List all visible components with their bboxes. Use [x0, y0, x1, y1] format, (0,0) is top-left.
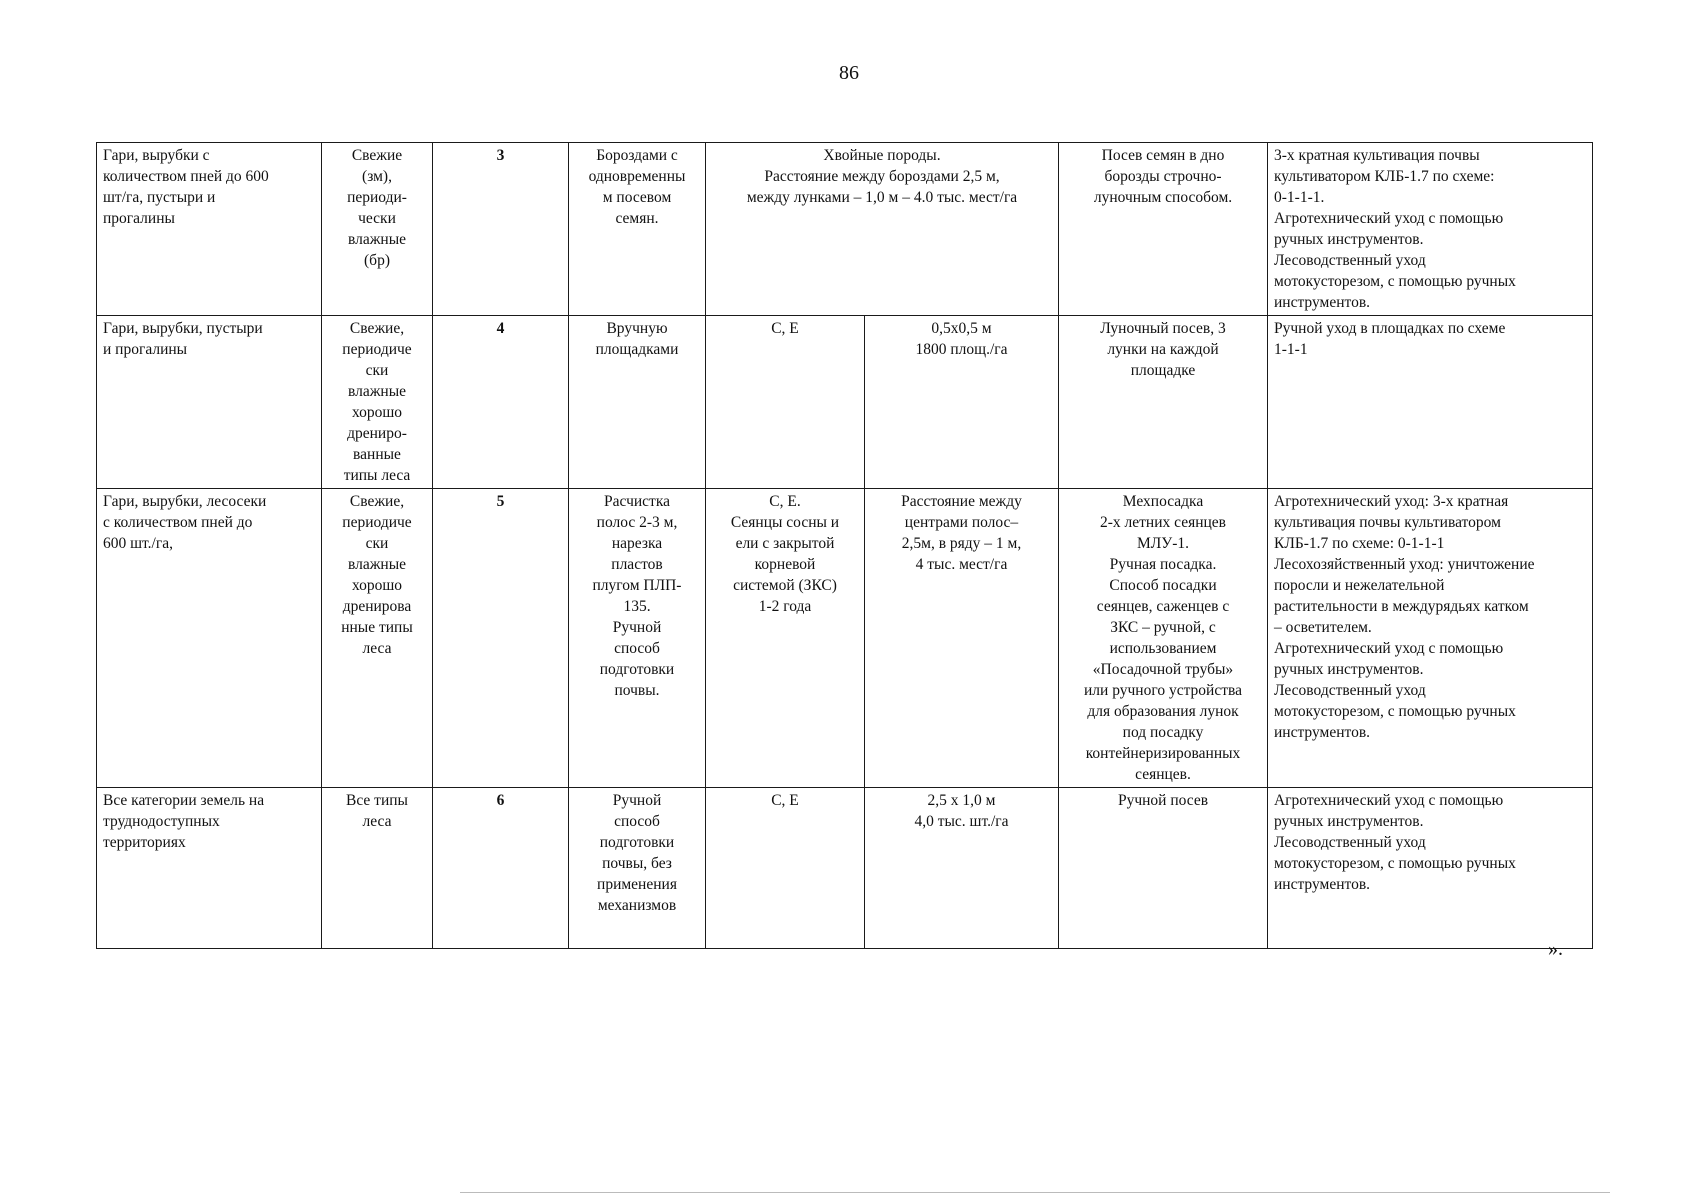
method-number-cell: 6 — [433, 788, 569, 949]
page-number: 86 — [839, 62, 859, 84]
forest-type-cell: Свежие, периодиче ски влажные хорошо дренирова нные типы леса — [322, 489, 433, 788]
soil-preparation-cell: Вручную площадками — [569, 316, 706, 489]
sowing-method-cell: Луночный посев, 3 лунки на каждой площадке — [1059, 316, 1268, 489]
method-number-cell: 3 — [433, 143, 569, 316]
land-category-cell: Гари, вырубки с количеством пней до 600 шт/га, пустыри и прогалины — [97, 143, 322, 316]
care-cell: Агротехнический уход: 3-х кратная культивация почвы культиватором КЛБ-1.7 по схеме: 0-1-1-1 Лесохозяйственный уход: уничтожение поросли и нежелательной растительности в междурядьях катком – осветителем. Агротехнический уход с помощью ручных инструментов. Лесоводственный уход мотокусторезом, с помощью ручных инструментов. — [1268, 489, 1593, 788]
spacing-cell: 0,5х0,5 м 1800 площ./га — [865, 316, 1059, 489]
care-cell: 3-х кратная культивация почвы культиватором КЛБ-1.7 по схеме: 0-1-1-1. Агротехнический уход с помощью ручных инструментов. Лесоводственный уход мотокусторезом, с помощью ручных инструментов. — [1268, 143, 1593, 316]
reforestation-methods-table — [96, 142, 1593, 949]
method-number-cell: 5 — [433, 489, 569, 788]
care-cell: Агротехнический уход с помощью ручных инструментов. Лесоводственный уход мотокусторезом, с помощью ручных инструментов. — [1268, 788, 1593, 949]
document-table-container — [96, 142, 1593, 949]
closing-quote-mark: ». — [1548, 938, 1563, 960]
sowing-method-cell: Ручной посев — [1059, 788, 1268, 949]
species-cell: С, Е — [706, 788, 865, 949]
land-category-cell: Гари, вырубки, пустыри и прогалины — [97, 316, 322, 489]
spacing-cell: 2,5 х 1,0 м 4,0 тыс. шт./га — [865, 788, 1059, 949]
species-cell: С, Е — [706, 316, 865, 489]
sowing-method-cell: Посев семян в дно борозды строчно- луночным способом. — [1059, 143, 1268, 316]
table-row — [97, 316, 1593, 489]
species-cell: С, Е. Сеянцы сосны и ели с закрытой корневой системой (ЗКС) 1-2 года — [706, 489, 865, 788]
soil-preparation-cell: Ручной способ подготовки почвы, без применения механизмов — [569, 788, 706, 949]
soil-preparation-cell: Бороздами с одновременны м посевом семян. — [569, 143, 706, 316]
scan-artifact-line — [460, 1192, 1610, 1193]
method-number-cell: 4 — [433, 316, 569, 489]
soil-preparation-cell: Расчистка полос 2-3 м, нарезка пластов плугом ПЛП- 135. Ручной способ подготовки почвы. — [569, 489, 706, 788]
species-and-spacing-cell: Хвойные породы. Расстояние между бороздами 2,5 м, между лунками – 1,0 м – 4.0 тыс. мест/га — [706, 143, 1059, 316]
forest-type-cell: Свежие (зм), периоди- чески влажные (бр) — [322, 143, 433, 316]
table-row — [97, 788, 1593, 949]
land-category-cell: Гари, вырубки, лесосеки с количеством пней до 600 шт./га, — [97, 489, 322, 788]
care-cell: Ручной уход в площадках по схеме 1-1-1 — [1268, 316, 1593, 489]
table-row — [97, 489, 1593, 788]
table-row — [97, 143, 1593, 316]
spacing-cell: Расстояние между центрами полос– 2,5м, в ряду – 1 м, 4 тыс. мест/га — [865, 489, 1059, 788]
land-category-cell: Все категории земель на труднодоступных территориях — [97, 788, 322, 949]
forest-type-cell: Свежие, периодиче ски влажные хорошо дрениро- ванные типы леса — [322, 316, 433, 489]
sowing-method-cell: Мехпосадка 2-х летних сеянцев МЛУ-1. Ручная посадка. Способ посадки сеянцев, саженцев с ЗКС – ручной, с использованием «Посадочной трубы» или ручного устройства для образования лунок под посадку контейнеризированных сеянцев. — [1059, 489, 1268, 788]
forest-type-cell: Все типы леса — [322, 788, 433, 949]
